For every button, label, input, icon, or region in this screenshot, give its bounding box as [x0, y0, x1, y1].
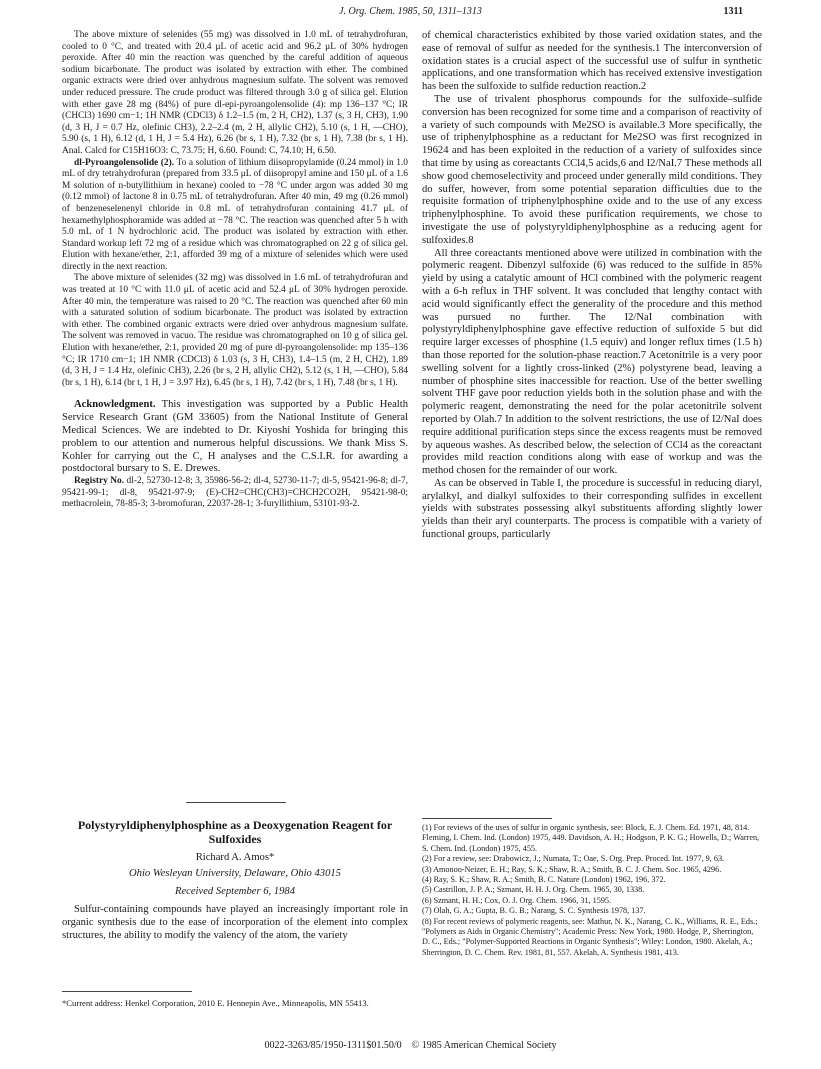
issn-code: 0022-3263/85/1950-1311$01.50/0 [264, 1040, 402, 1051]
body-paragraph: All three coreactants mentioned above were utilized in combination with the polymeric reagent. Dibenzyl sulfoxide (6) was reduced to the sulfide in 85% yield by using a catalytic amount of HCl combined with the polymeric reagent with a 6-h reflux in THF solvent. It was concluded that lengthy contact with acid would significantly effect the generality of the procedure and this method was pursued no further. The I2/NaI combination with polystyryldiphenylphosphine gave effective reduction of sulfoxide 5 but did require larger excesses of phosphine (1.5 equiv) and longer reflux times (1.5 h) than those reported for the solution-phase reaction.7 Acetonitrile is a very poor swelling solvent for a lightly cross-linked (2%) polystyrene bead, leaving a number of phosphine sites inaccessible for reaction. Use of the better swelling solvent THF gave poor reduction yields both in the solution phase and with the polymeric reagent, demonstrating the need for the polar acetonitrile solvent reported by Olah.7 In addition to the solvent restrictions, the use of I2/NaI does require additional purification steps since the excess reagents must be removed by aqueous washes. As described below, the selection of CCl4 as the coreactant provides mild reaction conditions along with ease of workup and was the method chosen for the remainder of our work. [422, 247, 762, 477]
left-column [62, 30, 408, 511]
page-number: 1311 [723, 6, 743, 17]
copyright: © 1985 American Chemical Society [411, 1040, 557, 1051]
footnote: (8) For recent reviews of polymeric reagents, see: Mathur, N. K., Narang, C. K., Williams, R. E., Eds.; "Polymers as Aids in Organic Chemistry"; Academic Press: New York, 1980. Hodge, P., Sherrington, D. C., Eds.; "Polymer-Supported Reactions in Organic Synthesis"; Wiley: London, 1980. Akelah, A.; Sherrington, D. C. Chem. Rev. 1981, 81, 557. Akelah, A. Synthesis 1981, 413. [422, 916, 758, 957]
experimental-paragraph: The above mixture of selenides (32 mg) was dissolved in 1.6 mL of tetrahydrofuran and was treated at 10 °C with 11.0 μL of acetic acid and 52.4 μL of 30% hydrogen peroxide. After 40 min, the temperature was raised to 20 °C. The reaction was quenched after 60 min with a saturated solution of sodium bicarbonate. The product was isolated by extraction with ether. The combined organic extracts were dried over anhydrous magnesium sulfate. The solvent was removed in vacuo. The residue was chromatographed on 10 g of silica gel. Elution with hexane/ether, 2:1, provided 20 mg of pure dl-pyroangolensolide: mp 135–136 °C; IR 1710 cm−1; 1H NMR (CDCl3) δ 1.03 (s, 3 H, CH3), 1.4–1.5 (m, 2 H, CH2), 1.89 (d, 3 H, J = 1.4 Hz, olefinic CH3), 2.26 (br s, 2 H, allylic CH2), 5.12 (s, 1 H, —CHO), 5.84 (br s, 1 H), 6.14 (br t, 1 H, J = 3.97 Hz), 6.45 (br s, 1 H), 7.42 (br s, 1 H), 7.48 (br s, 1 H). [62, 273, 408, 388]
registry-text: dl-2, 52730-12-8; 3, 35986-56-2; dl-4, 52730-11-7; dl-5, 95421-96-8; dl-7, 95421-99-1; dl-8, 95421-97-9; (E)-CH2=CHC(CH3)=CHCH2CO2H, 95421-98-0; methacrolein, 78-85-3; 3-bromofuran, 22037-28-1; 3-furyllithium, 53101-93-2. [62, 476, 408, 510]
journal-citation: J. Org. Chem. 1985, 50, 1311–1313 [339, 6, 482, 17]
acknowledgment [62, 399, 408, 476]
ack-text: This investigation was supported by a Public Health Service Research Grant (GM 33605) from the National Institute of General Medical Sciences. We are indebted to Dr. Kiyoshi Yoshida for bringing this problem to our attention and numerous helpful discussions. We thank Miss S. Kohler for carrying out the C, H analyses and the C.S.I.R. for awarding a postdoctoral bursary to S. E. Drewes. [62, 399, 408, 475]
footnote-divider [62, 991, 192, 992]
registry-numbers [62, 476, 408, 511]
section-heading: dl-Pyroangolensolide (2). [74, 157, 175, 168]
current-address-note: *Current address: Henkel Corporation, 2010 E. Hennepin Ave., Minneapolis, MN 55413. [62, 998, 369, 1008]
registry-heading: Registry No. [74, 476, 125, 487]
page-footer [0, 1040, 821, 1051]
running-header [0, 6, 821, 24]
section-divider [186, 802, 286, 803]
received-date: Received September 6, 1984 [174, 886, 295, 897]
experimental-paragraph: The above mixture of selenides (55 mg) was dissolved in 1.0 mL of tetrahydrofuran, cooled to 0 °C, and treated with 20.4 μL of acetic acid and 96.2 μL of 30% hydrogen peroxide. After 40 min the reaction was quenched by the careful addition of aqueous sodium bicarbonate. The product was isolated by extraction with ether. The combined organic extracts were dried over anhydrous magnesium sulfate. The solvent was removed under reduced pressure. The crude product was filtered through 3.0 g of silica gel. Elution with ether gave 28 mg (84%) of pure dl-epi-pyroangolensolide (4): mp 136–137 °C; IR (CHCl3) 1690 cm−1; 1H NMR (CDCl3) δ 1.2–1.5 (m, 2 H, CH2), 1.37 (s, 3 H, CH3), 1.90 (d, 3 H, J = 0.7 Hz, olefinic CH3), 2.2–2.4 (m, 2 H, allylic CH2), 5.10 (s, 1 H, —CHO), 5.90 (s, 1 H), 6.12 (d, 1 H, J = 5.4 Hz), 6.26 (br s, 1 H), 7.32 (br s, 1 H), 7.38 (br s, 1 H). Anal. Calcd for C15H16O3: C, 73.75; H, 6.60. Found: C, 74.10; H, 6.50. [62, 30, 408, 156]
body-paragraph: of chemical characteristics exhibited by those varied oxidation states, and the ease of removal of sulfur as needed for the synthesis.1 The interconversion of oxidation states is a crucial aspect of the successful use of sulfur in synthetic applications, and one transformation which has received extensive investigation has been the sulfoxide to sulfide reduction reaction.2 [422, 30, 762, 93]
footnote: (1) For reviews of the uses of sulfur in organic synthesis, see: Block, E. J. Chem. Ed. 1971, 48, 814. Fleming, I. Chem. Ind. (London) 1975, 449. Davidson, A. H.; Hodgson, P. K. G.; Howells, D.; Warren, S. Chem. Ind. (London) 1975, 455. [422, 823, 760, 853]
body-paragraph: The use of trivalent phosphorus compounds for the sulfoxide–sulfide conversion has been recognized for some time and a comparison of reactivity of a variety of such compounds with Me2SO is available.3 More specifically, the use of triphenylphosphine as a reductant for Me2SO was first recognized in 19624 and has been exploited in the reduction of a variety of sulfoxides since that time by using as coreactants CCl4,5 acids,6 and I2/NaI.7 These methods all show good chemoselectivity and proceed under generally mild conditions. They do suffer, however, from some potential separation difficulties due to the requisite formation of triphenylphosphine oxide and to the use of any excess triphenylphosphine. To avoid these purification requirements, we chose to investigate the use of polystyryldiphenylphosphine as a reducing agent for sulfoxides.8 [422, 93, 762, 246]
footnote: (4) Ray, S. K.; Shaw, R. A.; Smith, B. C. Nature (London) 1962, 196, 372. [422, 875, 666, 885]
article-intro: Sulfur-containing compounds have played an increasingly important role in organic synthesis due to the ease of incorporation of the element into complex structures, the ability to modify the valency of the atom, the variety [62, 904, 408, 941]
body-paragraph: As can be observed in Table I, the procedure is successful in reducing diaryl, arylalkyl, and dialkyl sulfoxides to their corresponding sulfides in excellent yields with substrates possessing alkyl substituents affording slightly lower yields than their aryl counterparts. The process is compatible with a variety of functional groups, particularly [422, 477, 762, 541]
right-column [422, 30, 762, 542]
footnote: (7) Olah, G. A.; Gupta, B. G. B.; Narang, S. C. Synthesis 1978, 137. [422, 906, 646, 916]
paragraph-text: To a solution of lithium diisopropylamide (0.24 mmol) in 1.0 mL of dry tetrahydrofuran (prepared from 33.5 μL of diisopropyl amine and 150 μL of a 1.6 M solution of n-butyllithium in hexane) cooled to −78 °C under argon was added 30 mg (0.12 mmol) of lactone 8 in 0.75 mL of tetrahydrofuran. After 40 min, 49 mg (0.26 mmol) of benzeneselenenyl chloride in 0.8 mL of tetrahydrofuran containing 41.7 μL of hexamethylphosphoramide was added at −78 °C. The reaction was quenched after 5 h with 5.0 mL of 1 N hydrochloric acid. The product was isolated by extraction with ether. Standard workup left 72 mg of a residue which was chromatographed on 22 g of silica gel. Elution with hexane/ether, 2:1, afforded 39 mg of a mixture of selenides which were used directly in the next reaction. [62, 157, 408, 272]
footnote: (2) For a review, see: Drabowicz, J.; Numata, T.; Oae, S. Org. Prep. Proced. Int. 1977, 9, 63. [422, 854, 725, 864]
footnote: (6) Szmant, H. H.; Cox, O. J. Org. Chem. 1966, 31, 1595. [422, 895, 612, 905]
footnote: (5) Castrillon, J. P. A.; Szmant, H. H. J. Org. Chem. 1965, 30, 1338. [422, 885, 645, 895]
article-title: Polystyryldiphenylphosphine as a Deoxygenation Reagent for Sulfoxides [77, 818, 393, 846]
ack-heading: Acknowledgment. [74, 399, 156, 411]
article-author: Richard A. Amos* [195, 852, 275, 863]
footnotes [422, 823, 762, 958]
article-affiliation: Ohio Wesleyan University, Delaware, Ohio 43015 [129, 868, 341, 879]
experimental-paragraph [62, 158, 408, 274]
footnote-divider [422, 818, 552, 819]
footnote: (3) Amonoo-Neizer, E. H.; Ray, S. K.; Shaw, R. A.; Smith, B. C. J. Chem. Soc. 1965, 4296. [422, 864, 722, 874]
